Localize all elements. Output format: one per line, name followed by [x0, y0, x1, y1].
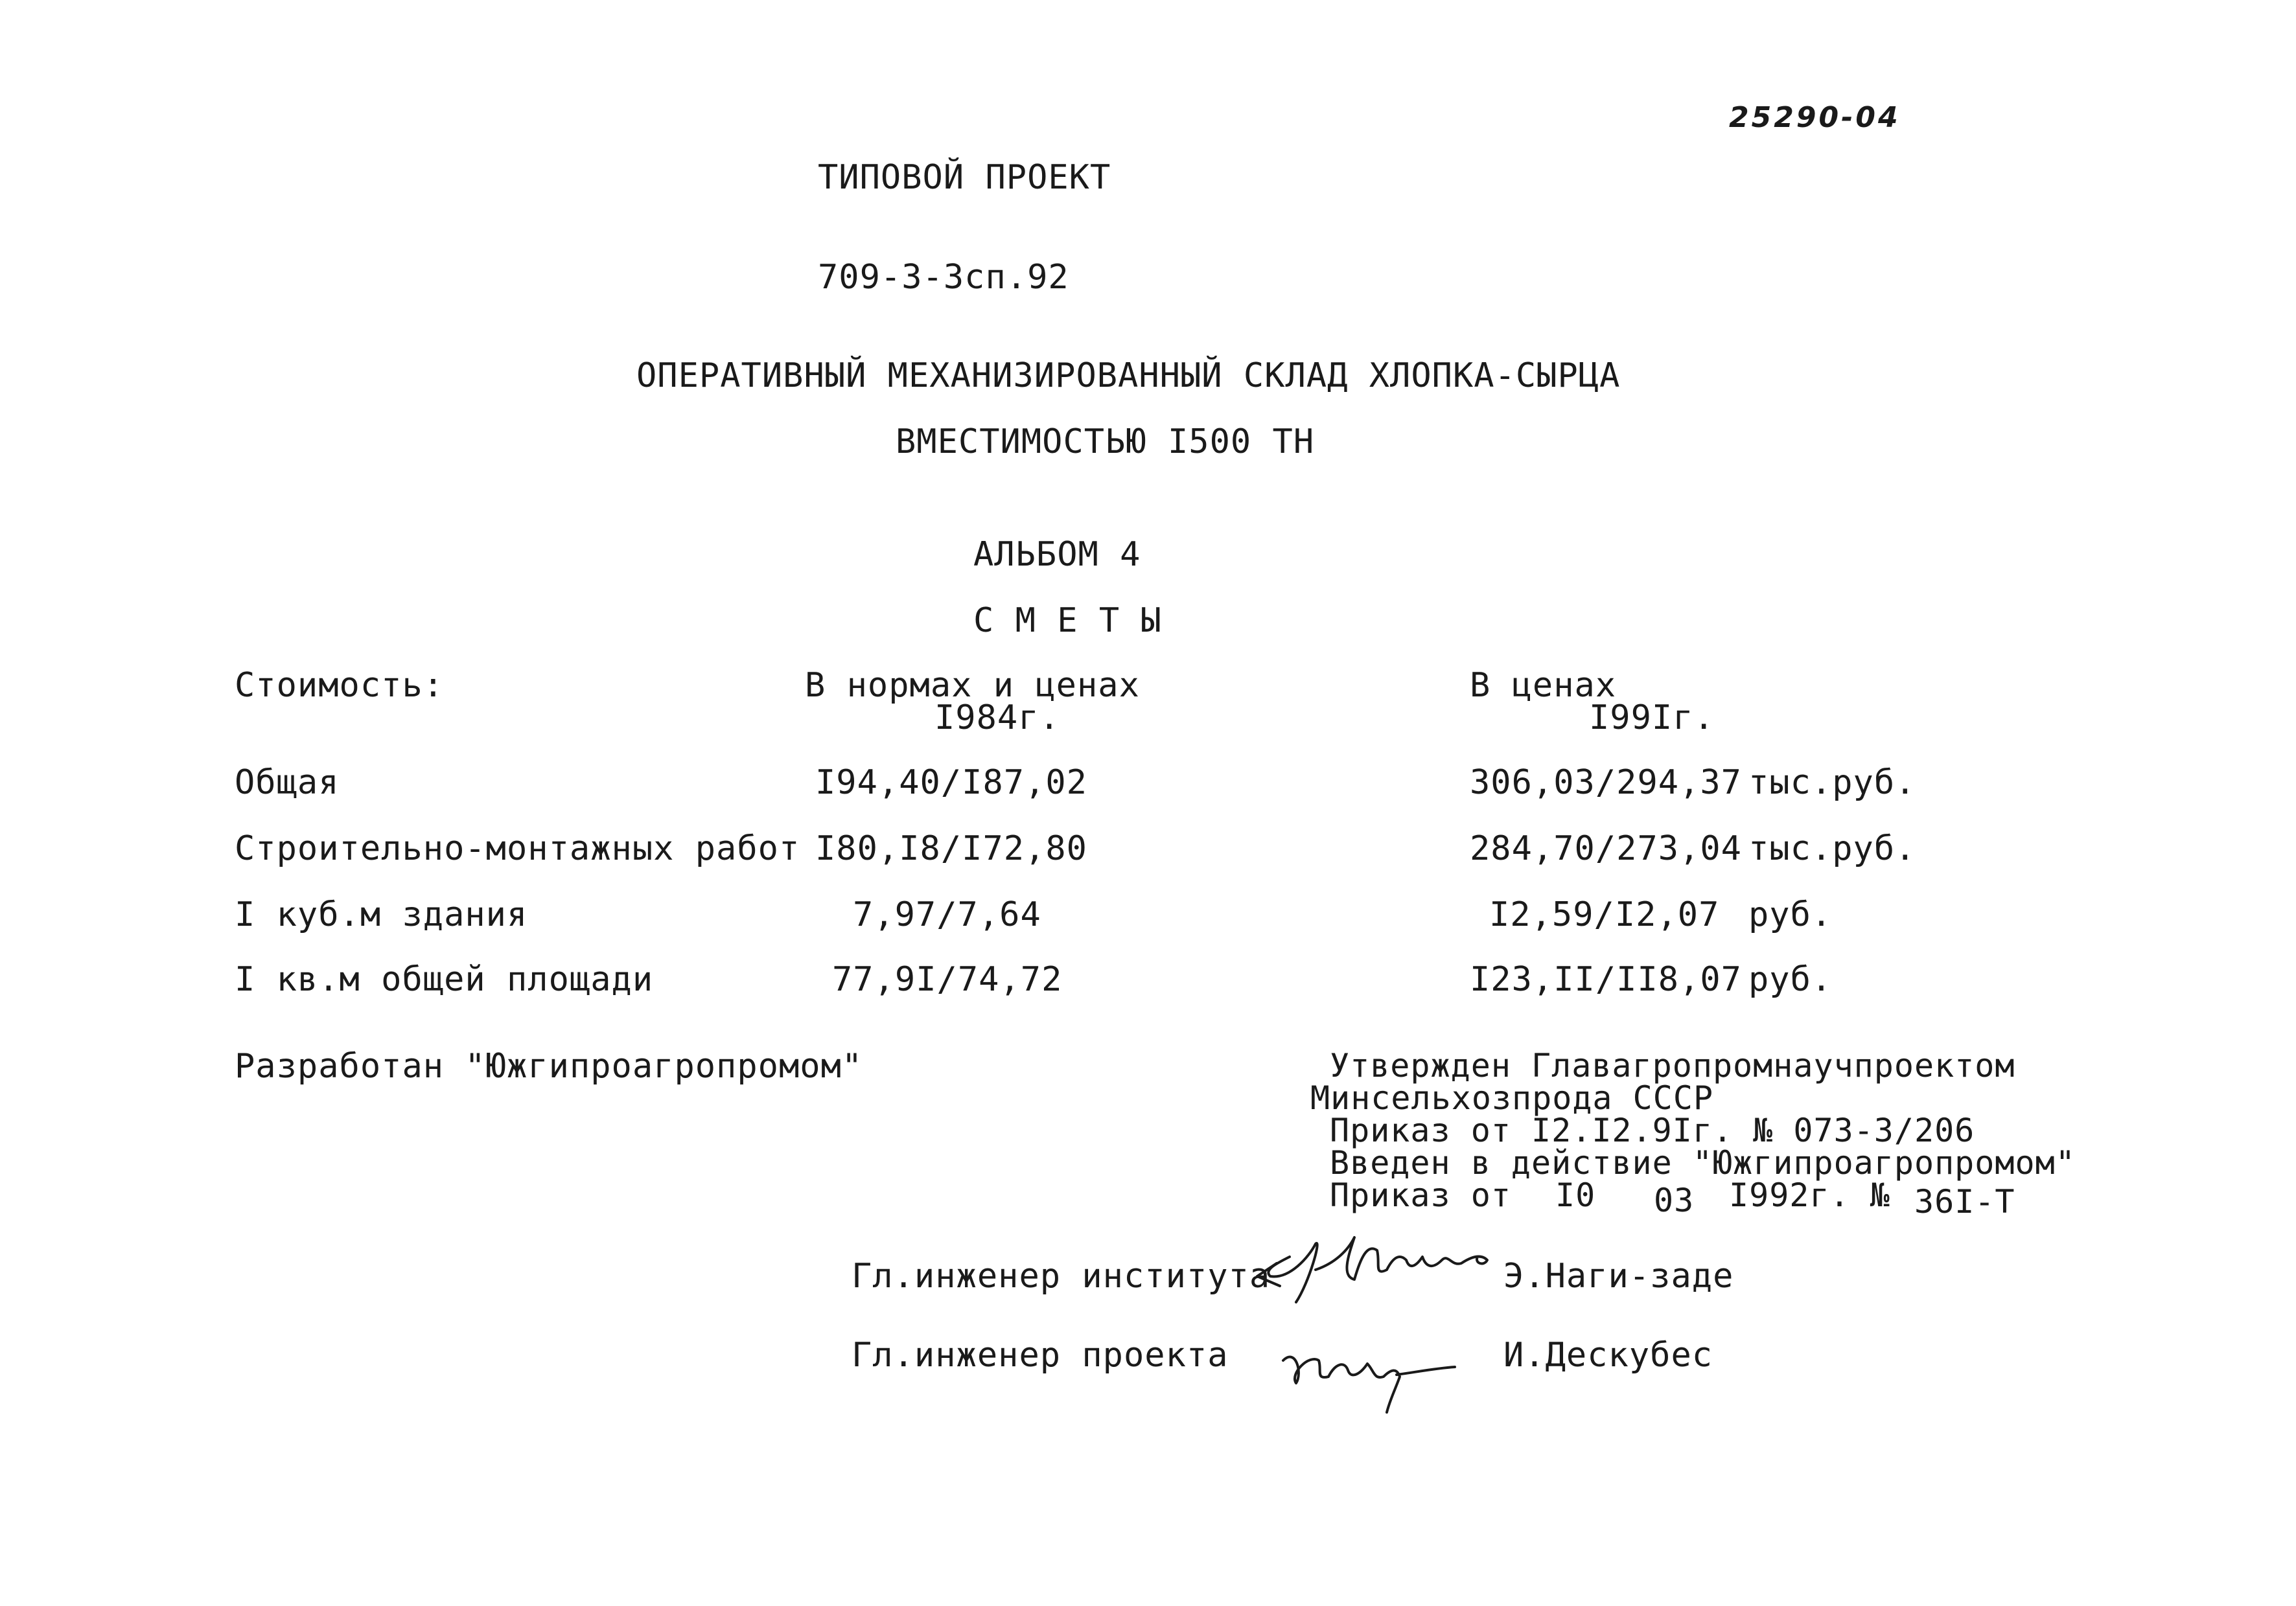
row-unit: руб.: [1748, 895, 1833, 934]
col-1991-year: I99Iг.: [1589, 698, 1715, 737]
row-value-1984: 7,97/7,64: [853, 895, 1041, 934]
document-number: 25290-04: [1729, 101, 1901, 134]
approval-line5-prefix: Приказ от: [1330, 1176, 1511, 1214]
approval-line1: Утвержден Главагропромнаучпроектом: [1330, 1047, 2015, 1084]
row-value-1984: I80,I8/I72,80: [815, 829, 1087, 868]
row-name: Общая: [235, 763, 340, 802]
signature-name: И.Дескубес: [1503, 1336, 1713, 1375]
cost-label: Стоимость:: [235, 666, 445, 705]
project-type: ТИПОВОЙ ПРОЕКТ: [818, 158, 1111, 197]
developer: Разработан "Южгипроагропромом": [235, 1047, 863, 1086]
col-1984-header: В нормах и ценах: [805, 666, 1140, 705]
approval-month: 03: [1654, 1182, 1695, 1219]
row-name: I куб.м здания: [235, 895, 528, 934]
project-title-line2: ВМЕСТИМОСТЬЮ I500 ТН: [896, 422, 1315, 461]
approval-line2: Минсельхозпрода СССР: [1310, 1079, 1714, 1117]
row-name: I кв.м общей площади: [235, 960, 654, 999]
signature-role: Гл.инженер института: [852, 1257, 1271, 1296]
row-value-1991: I23,II/II8,07: [1470, 960, 1742, 999]
approval-order-number: 36I-Т: [1914, 1183, 2015, 1221]
signature-name: Э.Наги-заде: [1503, 1257, 1734, 1296]
row-unit: тыс.руб.: [1748, 763, 1916, 802]
subtitle: С М Е Т Ы: [973, 601, 1162, 640]
approval-line3: Приказ от I2.I2.9Iг. № 073-3/206: [1330, 1112, 1975, 1149]
handwritten-signature: [1270, 1322, 1465, 1419]
row-value-1984: 77,9I/74,72: [832, 960, 1063, 999]
col-1991-header: В ценах: [1470, 666, 1617, 705]
row-value-1991: I2,59/I2,07: [1489, 895, 1720, 934]
handwritten-signature: [1251, 1218, 1523, 1315]
row-value-1984: I94,40/I87,02: [815, 763, 1087, 802]
row-unit: руб.: [1748, 960, 1833, 999]
project-code: 709-3-3сп.92: [818, 258, 1069, 297]
signature-role: Гл.инженер проекта: [852, 1336, 1229, 1375]
approval-year: I992г. №: [1729, 1176, 1890, 1214]
row-name: Строительно-монтажных работ: [235, 829, 800, 868]
row-unit: тыс.руб.: [1748, 829, 1916, 868]
approval-line4: Введен в действие "Южгипроагропромом": [1330, 1144, 2076, 1182]
approval-day: I0: [1555, 1176, 1596, 1214]
row-value-1991: 306,03/294,37: [1470, 763, 1742, 802]
col-1984-year: I984г.: [934, 698, 1060, 737]
row-value-1991: 284,70/273,04: [1470, 829, 1742, 868]
project-title-line1: ОПЕРАТИВНЫЙ МЕХАНИЗИРОВАННЫЙ СКЛАД ХЛОПКА-СЫРЦА: [636, 356, 1621, 395]
album-label: АЛЬБОМ 4: [973, 535, 1141, 574]
